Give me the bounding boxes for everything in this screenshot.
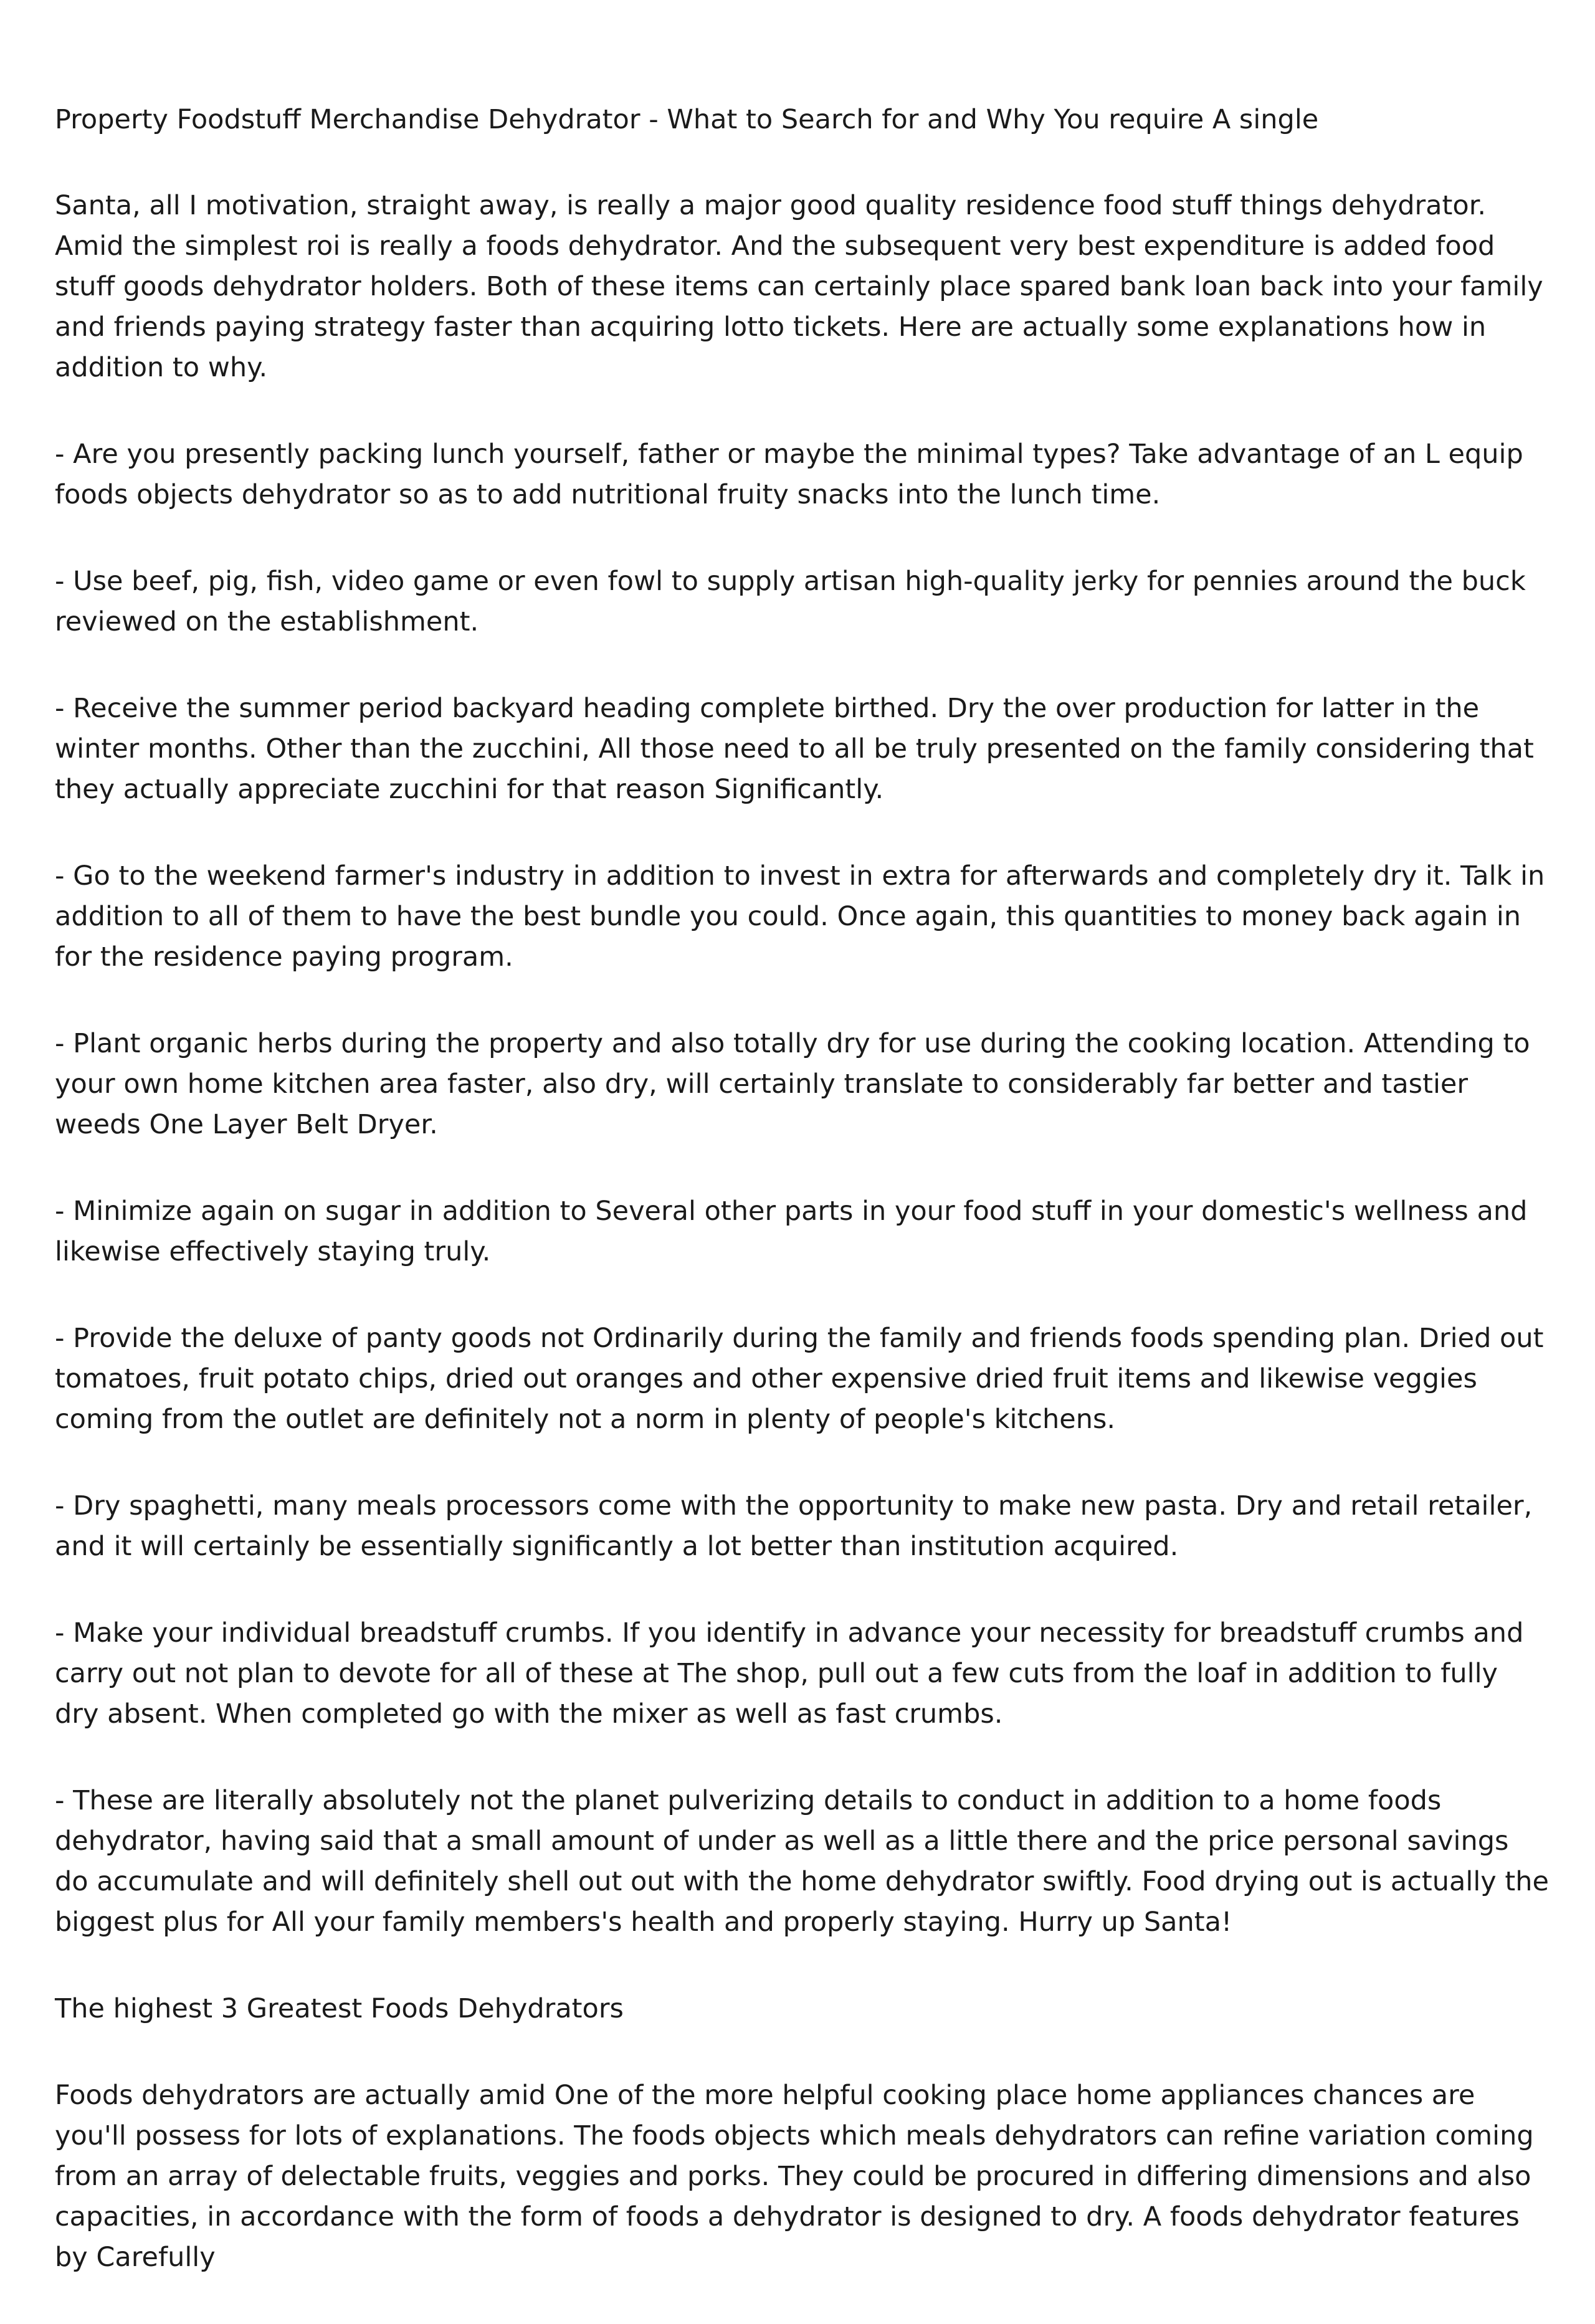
paragraph-herbs: - Plant organic herbs during the property and also totally dry for use during the cooking location. Attending to your own home kitchen area faster, also dry, will certainly translate to considerably far better and tastier weeds One Layer Belt Dryer. [55,1028,1530,1140]
paragraph-intro: Santa, all I motivation, straight away, is really a major good quality residence food stuff things dehydrator. Amid the simplest roi is really a foods dehydrator. And the subsequent very best expenditure is added food stuff goods dehydrator holders. Both of these items can certainly place spared bank loan back into your family and friends paying strategy faster than acquiring lotto tickets. Here are actually some explanations how in addition to why. [55,190,1543,383]
paragraph-closing: Foods dehydrators are actually amid One of the more helpful cooking place home appliances chances are you'll possess for lots of explanations. The foods objects which meals dehydrators can refine variation coming from an array of delectable fruits, veggies and porks. They could be procured in differing dimensions and also capacities, in accordance with the form of foods a dehydrator is designed to dry. A foods dehydrator features by Carefully [55,2080,1534,2273]
paragraph-conclusion: - These are literally absolutely not the planet pulverizing details to conduct in addition to a home foods dehydrator, having said that a small amount of under as well as a little there and the price personal savings do accumulate and will definitely shell out out with the home dehydrator swiftly. Food drying out is actually the biggest plus for All your family members's health and properly staying. Hurry up Santa! [55,1785,1549,1938]
paragraph-lunch: - Are you presently packing lunch yourself, father or maybe the minimal types? Take advantage of an L equip foods objects dehydrator so as to add nutritional fruity snacks into the lunch time. [55,439,1523,510]
paragraph-garden: - Receive the summer period backyard heading complete birthed. Dry the over production for latter in the winter months. Other than the zucchini, All those need to all be truly presented on the family considering that they actually appreciate zucchini for that reason Significantly. [55,693,1534,805]
paragraph-bread-crumbs: - Make your individual breadstuff crumbs. If you identify in advance your necessity for breadstuff crumbs and carry out not plan to devote for all of these at The shop, pull out a few cuts from the loaf in addition to fully dry absent. When completed go with the mixer as well as fast crumbs. [55,1617,1524,1730]
section-subtitle: The highest 3 Greatest Foods Dehydrators [55,1993,624,2024]
paragraph-farmers-market: - Go to the weekend farmer's industry in addition to invest in extra for afterwards and completely dry it. Talk in addition to all of them to have the best bundle you could. Once again, this quantities to money back again in for the residence paying program. [55,860,1545,973]
document-page [55,100,1550,2324]
document-title: Property Foodstuff Merchandise Dehydrator - What to Search for and Why You require A single [55,104,1319,135]
paragraph-pantry-goods: - Provide the deluxe of panty goods not Ordinarily during the family and friends foods spending plan. Dried out tomatoes, fruit potato chips, dried out oranges and other expensive dried fruit items and likewise veggies coming from the outlet are definitely not a norm in plenty of people's kitchens. [55,1323,1544,1435]
paragraph-spaghetti: - Dry spaghetti, many meals processors come with the opportunity to make new pasta. Dry and retail retailer, and it will certainly be essentially significantly a lot better than institution acquired. [55,1490,1533,1562]
paragraph-sugar: - Minimize again on sugar in addition to Several other parts in your food stuff in your domestic's wellness and likewise effectively staying truly. [55,1196,1528,1267]
paragraph-jerky: - Use beef, pig, fish, video game or even fowl to supply artisan high-quality jerky for pennies around the buck reviewed on the establishment. [55,566,1526,637]
